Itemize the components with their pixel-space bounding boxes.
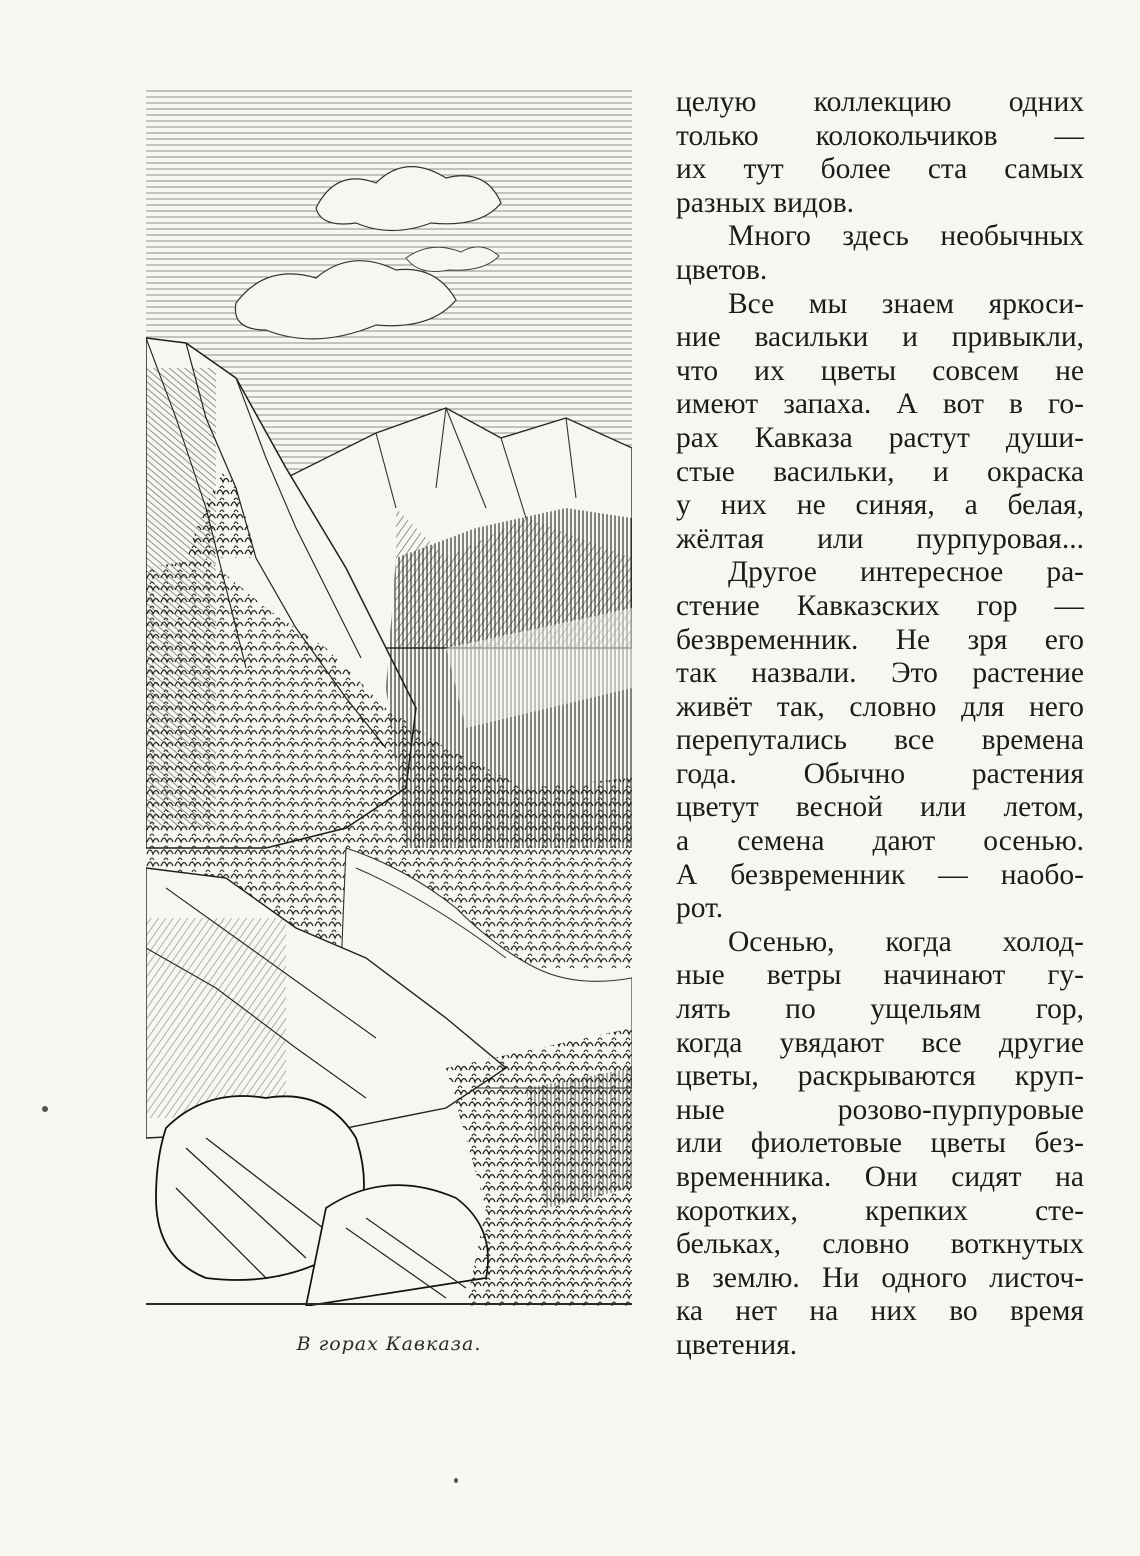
text-line: что их цветы совсем не [676,354,1084,387]
text-line: цветов. [676,253,768,286]
text-line: стые васильки, и окраска [676,455,1084,488]
text-line: безвременник. Не зря его [676,623,1084,656]
print-speck [454,1478,458,1483]
text-line: бельках, словно воткнутых [676,1228,1084,1261]
text-line: стение Кавказских гор — [676,589,1084,622]
text-line: их тут более ста самых [676,153,1084,186]
text-line: или фиолетовые цветы без- [676,1127,1084,1160]
text-line: имеют запаха. А вот в го- [676,388,1084,421]
text-line: в землю. Ни одного листоч- [676,1261,1084,1294]
text-line: временника. Они сидят на [676,1161,1084,1193]
text-line: только колокольчиков — [676,119,1084,152]
text-line: Много здесь необычных [728,220,1084,253]
text-line: ка нет на них во время [676,1295,1084,1328]
text-line: разных видов. [676,186,855,219]
text-line: цветения. [676,1328,798,1361]
print-speck [42,1106,48,1112]
text-line: рах Кавказа растут души- [676,421,1084,454]
mountain-engraving [146,88,632,1306]
text-line: когда увядают все другие [676,1026,1084,1059]
text-line: года. Обычно растения [676,757,1084,790]
text-line: у них не синяя, а белая, [676,489,1084,522]
text-line: цветут весной или летом, [676,791,1084,824]
text-line: А безвременник — наобо- [676,858,1084,891]
text-line: Осенью, когда холод- [728,925,1084,958]
text-line: лять по ущельям гор, [676,993,1084,1026]
text-line: жёлтая или пурпуровая... [676,522,1084,555]
illustration-caption: В горах Кавказа. [296,1333,482,1355]
text-line: коротких, крепких сте- [676,1194,1084,1227]
text-line: рот. [676,892,724,925]
text-line: Все мы знаем яркоси- [728,287,1084,320]
text-line: ные розово-пурпуровые [676,1093,1084,1126]
text-line: Другое интересное ра- [728,556,1084,589]
text-line: так назвали. Это растение [676,657,1084,690]
text-line: а семена дают осенью. [676,825,1084,858]
mountain-illustration [146,88,632,1306]
text-line: ные ветры начинают гу- [676,959,1084,992]
text-line: ние васильки и привыкли, [676,321,1084,354]
body-text-column [676,86,1084,1363]
text-line: перепутались все времена [676,724,1084,757]
text-line: цветы, раскрываются круп- [676,1060,1084,1093]
text-line: целую коллекцию одних [676,86,1084,118]
text-line: живёт так, словно для него [676,690,1084,723]
